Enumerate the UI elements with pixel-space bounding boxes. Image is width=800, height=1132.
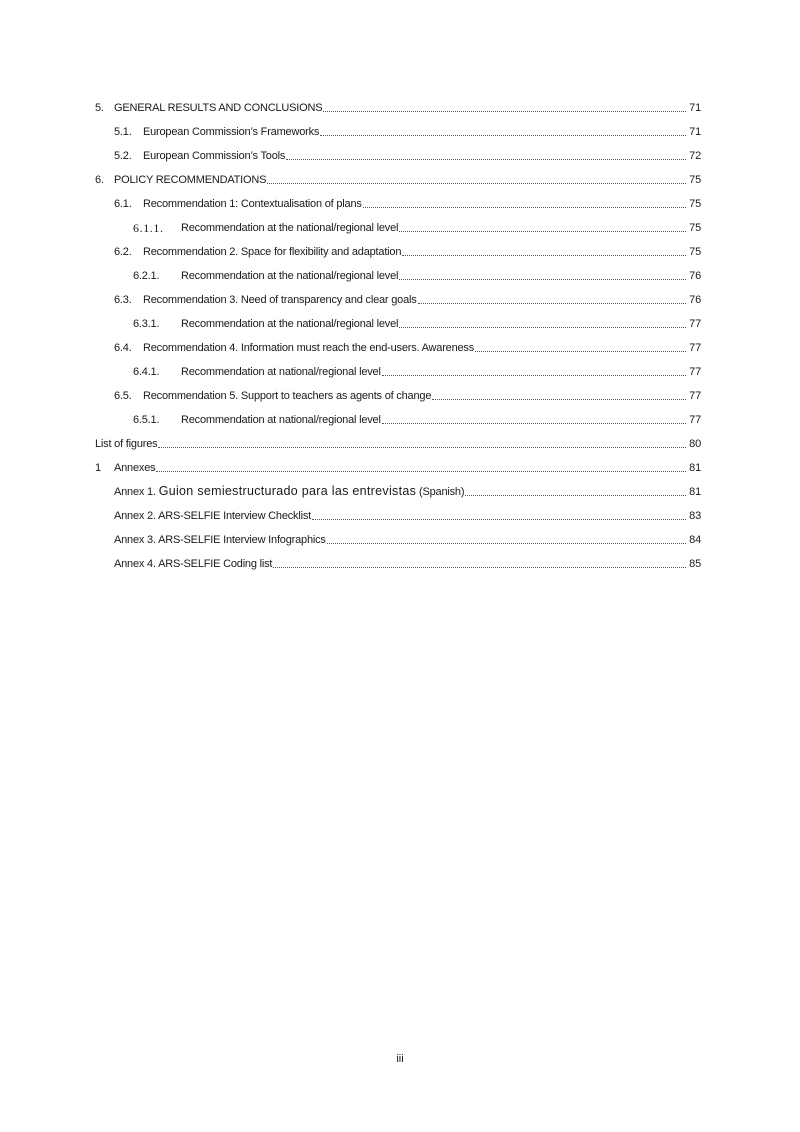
toc-entry-page: 77 [689, 342, 701, 354]
dot-leader [327, 542, 686, 544]
toc-entry-page: 76 [689, 270, 701, 282]
toc-entry[interactable] [95, 475, 701, 499]
toc-entry-page: 77 [689, 390, 701, 402]
toc-entry-title: Recommendation at national/regional level [181, 366, 381, 378]
dot-leader [312, 518, 686, 520]
toc-entry-page: 75 [689, 174, 701, 186]
toc-entry-page: 80 [689, 438, 701, 450]
toc-entry-title: Annexes [114, 462, 156, 474]
toc-entry-page: 76 [689, 294, 701, 306]
toc-entry-title: Annex 4. ARS-SELFIE Coding list [114, 558, 273, 570]
toc-entry-page: 71 [689, 126, 701, 138]
dot-leader [323, 110, 686, 112]
toc-entry-page: 75 [689, 222, 701, 234]
annex-suffix: (Spanish) [416, 486, 465, 498]
toc-entry-title: Annex 2. ARS-SELFIE Interview Checklist [114, 510, 312, 522]
toc-entry[interactable] [95, 547, 701, 571]
toc-entry[interactable] [95, 283, 701, 307]
dot-leader [286, 158, 686, 160]
toc-entry-number: 5.2. [114, 150, 132, 162]
toc-entry[interactable] [95, 523, 701, 547]
dot-leader [432, 398, 686, 400]
dot-leader [465, 494, 686, 496]
toc-entry-page: 81 [689, 462, 701, 474]
toc-entry[interactable] [95, 379, 701, 403]
toc-entry-page: 85 [689, 558, 701, 570]
toc-entry-number: 6.1. [114, 198, 132, 210]
table-of-contents [95, 91, 701, 571]
toc-entry-title: Recommendation at the national/regional level [181, 318, 399, 330]
toc-entry-page: 75 [689, 198, 701, 210]
toc-entry-title: Recommendation 3. Need of transparency and clear goals [143, 294, 417, 306]
toc-entry[interactable] [95, 139, 701, 163]
toc-entry[interactable] [95, 235, 701, 259]
toc-entry-number: 5. [95, 102, 104, 114]
dot-leader [267, 182, 686, 184]
dot-leader [382, 374, 686, 376]
dot-leader [156, 470, 686, 472]
toc-entry[interactable] [95, 91, 701, 115]
page-number: iii [396, 1053, 404, 1065]
toc-entry-page: 72 [689, 150, 701, 162]
toc-entry-title: List of figures [95, 438, 158, 450]
toc-entry[interactable] [95, 331, 701, 355]
toc-entry-number: 6.1.1. [133, 221, 164, 235]
toc-entry[interactable] [95, 307, 701, 331]
toc-entry[interactable] [95, 499, 701, 523]
toc-entry-title: Recommendation 2. Space for flexibility and adaptation [143, 246, 402, 258]
toc-entry-number: 6.3.1. [133, 318, 160, 330]
dot-leader [363, 206, 686, 208]
toc-entry[interactable] [95, 211, 701, 235]
toc-entry-page: 77 [689, 318, 701, 330]
dot-leader [320, 134, 686, 136]
dot-leader [399, 278, 686, 280]
toc-entry-title: Annex 3. ARS-SELFIE Interview Infographics [114, 534, 326, 546]
toc-entry-page: 81 [689, 486, 701, 498]
dot-leader [418, 302, 686, 304]
toc-entry-title: Recommendation 4. Information must reach the end-users. Awareness [143, 342, 475, 354]
toc-entry[interactable] [95, 187, 701, 211]
dot-leader [399, 230, 686, 232]
toc-entry-title: Recommendation at national/regional level [181, 414, 381, 426]
toc-entry-page: 77 [689, 366, 701, 378]
toc-entry-page: 84 [689, 534, 701, 546]
toc-entry[interactable] [95, 259, 701, 283]
toc-entry-number: 6.4. [114, 342, 132, 354]
toc-entry[interactable] [95, 163, 701, 187]
toc-entry[interactable] [95, 355, 701, 379]
toc-entry-title: European Commission’s Tools [143, 150, 286, 162]
dot-leader [158, 446, 686, 448]
toc-entry-title: Recommendation at the national/regional level [181, 270, 399, 282]
toc-entry-number: 6.4.1. [133, 366, 160, 378]
annex-prefix: Annex 1. [114, 486, 159, 498]
toc-entry-page: 77 [689, 414, 701, 426]
toc-entry-page: 71 [689, 102, 701, 114]
toc-entry-title: POLICY RECOMMENDATIONS [114, 174, 267, 186]
dot-leader [382, 422, 686, 424]
toc-entry[interactable] [95, 403, 701, 427]
toc-entry-number: 6.2.1. [133, 270, 160, 282]
toc-entry-title: Recommendation at the national/regional level [181, 222, 399, 234]
toc-entry-title [114, 484, 464, 499]
toc-entry-number: 6. [95, 174, 104, 186]
toc-entry-number: 6.3. [114, 294, 132, 306]
toc-entry-number: 5.1. [114, 126, 132, 138]
toc-entry[interactable] [95, 451, 701, 475]
toc-entry-number: 6.2. [114, 246, 132, 258]
toc-entry[interactable] [95, 115, 701, 139]
dot-leader [475, 350, 686, 352]
toc-entry-number: 6.5.1. [133, 414, 160, 426]
toc-entry-title: GENERAL RESULTS AND CONCLUSIONS [114, 102, 323, 114]
toc-entry-page: 75 [689, 246, 701, 258]
toc-entry-title: Recommendation 5. Support to teachers as agents of change [143, 390, 432, 402]
toc-entry-title: Recommendation 1: Contextualisation of plans [143, 198, 362, 210]
dot-leader [273, 566, 686, 568]
toc-entry-page: 83 [689, 510, 701, 522]
annex-title: Guion semiestructurado para las entrevistas [158, 484, 417, 498]
toc-entry-number: 6.5. [114, 390, 132, 402]
toc-entry-title: European Commission’s Frameworks [143, 126, 320, 138]
dot-leader [402, 254, 686, 256]
toc-entry[interactable] [95, 427, 701, 451]
toc-entry-number: 1 [95, 462, 101, 474]
dot-leader [399, 326, 686, 328]
